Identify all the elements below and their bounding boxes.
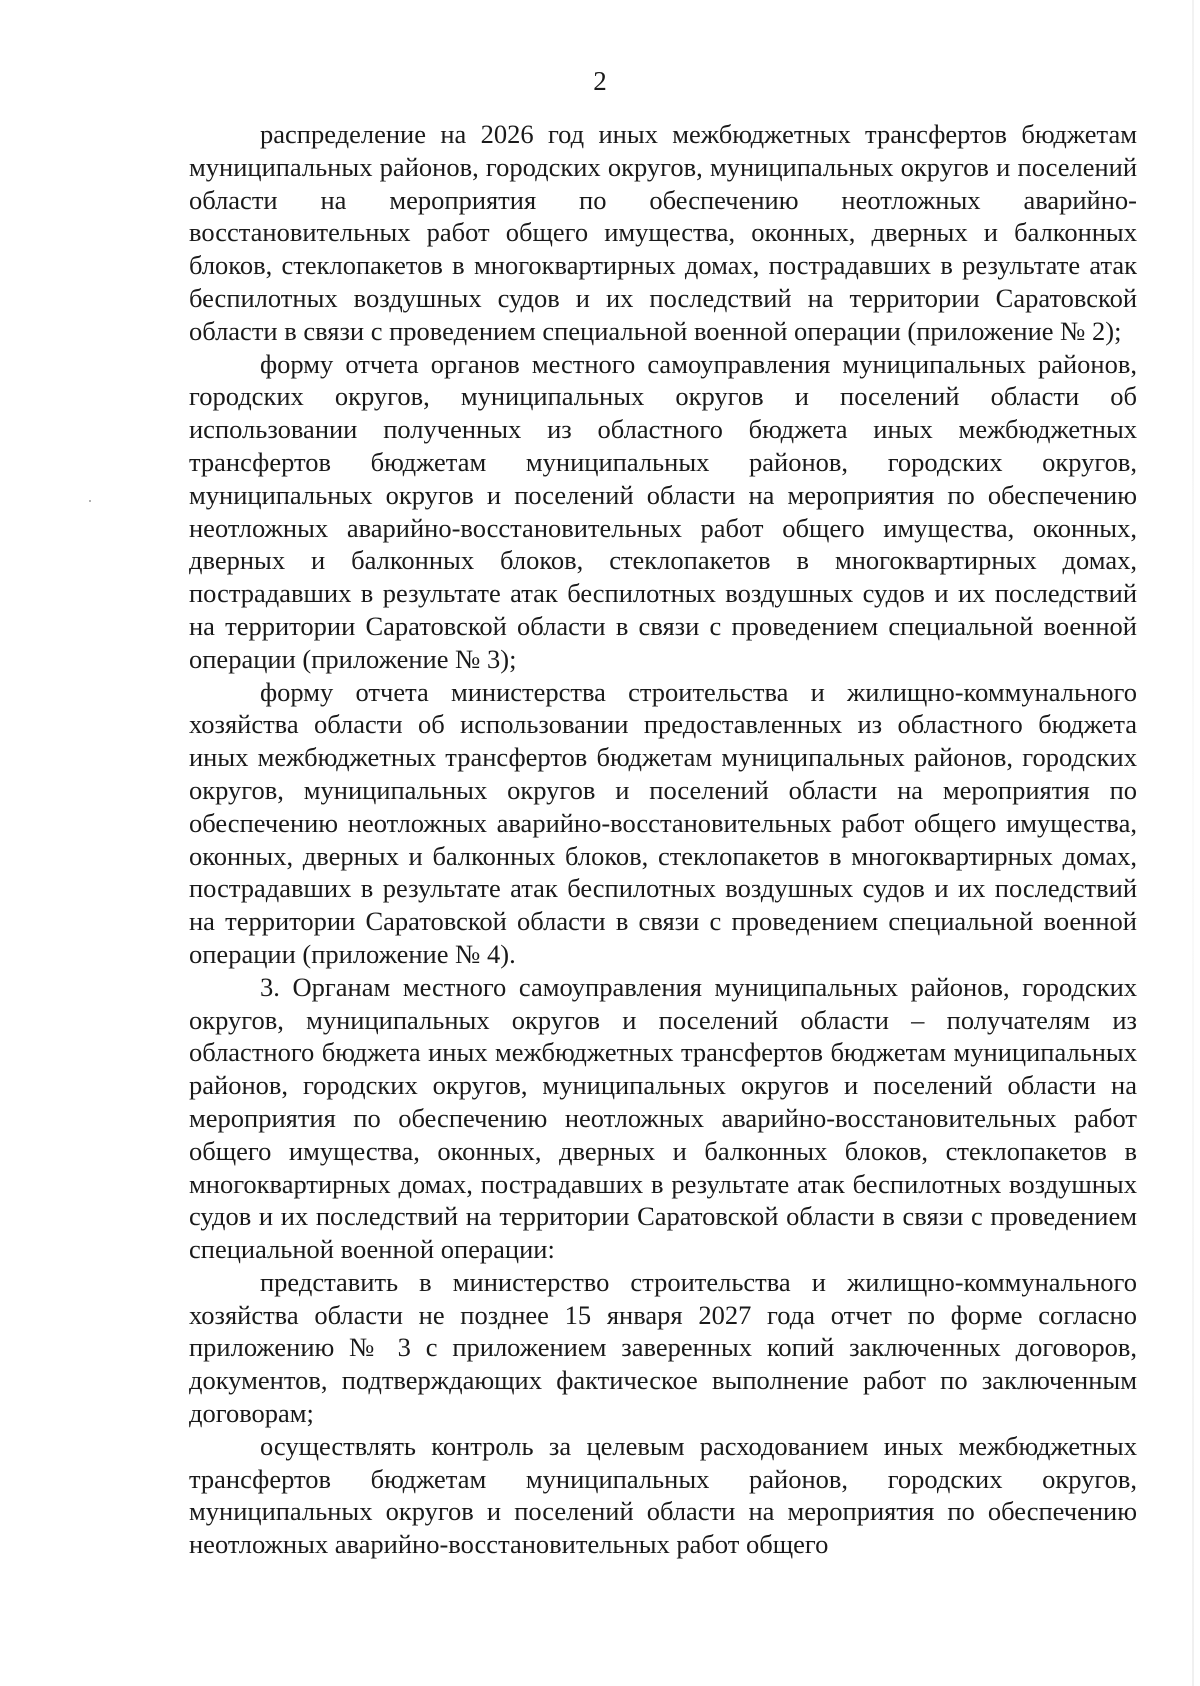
paragraph-distribution-2026: распределение на 2026 год иных межбюджетных трансфертов бюджетам муниципальных районов, городских округов, муниципальных округов и поселений области на мероприятия по обеспечению неотложных аварийно-восстановительных работ общего имущества, оконных, дверных и балконных блоков, стеклопакетов в многоквартирных домах, пострадавших в результате атак беспилотных воздушных судов и их последствий на территории Саратовской области в связи с проведением специальной военной операции (приложение № 2); <box>189 119 1137 346</box>
paragraph-report-form-local-government: форму отчета органов местного самоуправления муниципальных районов, городских округов, муниципальных округов и поселений области об использовании полученных из областного бюджета иных межбюджетных трансфертов бюджетам муниципальных районов, городских округов, муниципальных округов и поселений области на мероприятия по обеспечению неотложных аварийно-восстановительных работ общего имущества, оконных, дверных и балконных блоков, стеклопакетов в многоквартирных домах, пострадавших в результате атак беспилотных воздушных судов и их последствий на территории Саратовской области в связи с проведением специальной военной операции (приложение № 3); <box>189 348 1137 674</box>
paragraph-report-form-ministry: форму отчета министерства строительства и жилищно-коммунального хозяйства области об использовании предоставленных из областного бюджета иных межбюджетных трансфертов бюджетам муниципальных районов, городских округов, муниципальных округов и поселений области на мероприятия по обеспечению неотложных аварийно-восстановительных работ общего имущества, оконных, дверных и балконных блоков, стеклопакетов в многоквартирных домах, пострадавших в результате атак беспилотных воздушных судов и их последствий на территории Саратовской области в связи с проведением специальной военной операции (приложение № 4). <box>189 676 1137 969</box>
paragraph-control-spending: осуществлять контроль за целевым расходованием иных межбюджетных трансфертов бюджетам муниципальных районов, городских округов, муниципальных округов и поселений области на мероприятия по обеспечению неотложных аварийно-восстановительных работ общего <box>189 1430 1137 1560</box>
scan-edge-shadow <box>1192 0 1194 1686</box>
document-body <box>189 118 1137 1561</box>
scan-speck <box>89 500 91 502</box>
paragraph-item-3-local-authorities: 3. Органам местного самоуправления муниципальных районов, городских округов, муниципальных округов и поселений области – получателям из областного бюджета иных межбюджетных трансфертов бюджетам муниципальных районов, городских округов, муниципальных округов и поселений области на мероприятия по обеспечению неотложных аварийно-восстановительных работ общего имущества, оконных, дверных и балконных блоков, стеклопакетов в многоквартирных домах, пострадавших в результате атак беспилотных воздушных судов и их последствий на территории Саратовской области в связи с проведением специальной военной операции: <box>189 971 1137 1265</box>
paragraph-submit-report: представить в министерство строительства и жилищно-коммунального хозяйства области не позднее 15 января 2027 года отчет по форме согласно приложению № 3 с приложением заверенных копий заключенных договоров, документов, подтверждающих фактическое выполнение работ по заключенным договорам; <box>189 1266 1137 1429</box>
page-number: 2 <box>593 66 607 96</box>
